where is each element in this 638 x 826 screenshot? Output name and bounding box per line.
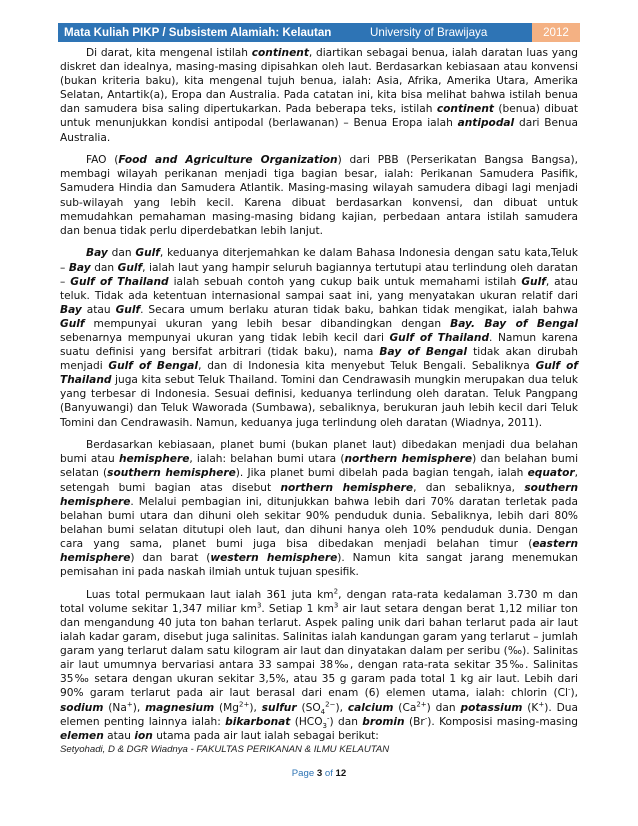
emphasis-term: Gulf xyxy=(117,261,143,274)
text-run: , dan sebaliknya, xyxy=(413,481,525,494)
text-run: Luas total permukaan laut ialah 361 juta km xyxy=(86,588,334,601)
year-badge: 2012 xyxy=(532,23,580,42)
superscript: 2 xyxy=(333,587,339,596)
text-run: , keduanya diterjemahkan ke dalam Bahasa Indonesia dengan satu kata,Teluk – xyxy=(60,247,578,274)
text-run: , atau teluk. Tidak ada ketentuan internasional sampai saat ini, yang menyatakan ukuran relatif dari xyxy=(60,275,578,302)
page-current: 3 xyxy=(316,768,323,779)
emphasis-term: bikarbonat xyxy=(225,715,291,728)
paragraph-fao xyxy=(60,153,578,238)
emphasis-term: continent xyxy=(436,103,494,116)
text-run: (Mg xyxy=(214,701,239,714)
emphasis-term: Bay of Bengal xyxy=(379,346,468,359)
text-run: atau xyxy=(103,729,135,742)
text-run: . Secara umum berlaku aturan tidak baku, bahkan tidak mengikat, ialah bahwa xyxy=(140,303,578,316)
text-run: Di darat, kita mengenal istilah xyxy=(86,47,252,59)
emphasis-term: sodium xyxy=(60,701,104,714)
text-run: ) dan xyxy=(426,701,461,714)
superscript: 3 xyxy=(333,601,339,610)
superscript: 2− xyxy=(325,699,336,708)
emphasis-term: Gulf xyxy=(135,247,160,260)
emphasis-term: equator xyxy=(527,467,575,480)
text-run: (Ca xyxy=(393,701,417,714)
text-run: ialah sebuah contoh yang cukup baik untuk memahami istilah xyxy=(168,275,522,288)
text-run: ). Namun kita sangat jarang menemukan pemisahan ini pada naskah ilmiah untuk tujuan spesifik. xyxy=(60,551,578,579)
emphasis-term: Food and Agriculture Organization xyxy=(118,154,338,167)
text-run: Berdasarkan kebiasaan, planet bumi (bukan planet laut) dibedakan menjadi dua belahan bumi atau xyxy=(60,439,578,466)
text-run: , ialah laut yang hampir seluruh bagiannya tertutupi atau terlindung oleh daratan – xyxy=(60,261,578,288)
page-prefix: Page xyxy=(291,768,317,779)
page-of: of xyxy=(322,768,336,779)
text-run: (Na xyxy=(103,701,127,714)
body-text xyxy=(60,46,578,751)
superscript: 2+ xyxy=(416,699,427,708)
page-number xyxy=(0,768,638,779)
text-run: ) dan barat ( xyxy=(130,551,211,564)
text-run: ) dan belahan bumi selatan ( xyxy=(60,453,579,480)
text-run: (benua) dibuat untuk menunjukkan kondisi antipodal (berlawanan) – Benua Eropa ialah xyxy=(60,103,578,130)
emphasis-term: Bay xyxy=(60,303,82,316)
emphasis-term: ion xyxy=(134,729,153,742)
emphasis-term: western hemisphere xyxy=(210,551,338,564)
text-run: ), xyxy=(132,701,146,714)
superscript: + xyxy=(126,699,133,708)
text-run: mempunyai ukuran yang lebih besar dibandingkan dengan xyxy=(84,317,451,330)
subscript: 4 xyxy=(320,707,326,716)
text-run: utama pada air laut ialah sebagai berikut: xyxy=(152,729,379,742)
emphasis-term: hemisphere xyxy=(118,453,190,466)
text-run: , dengan rata-rata kedalaman 3.730 m dan total volume sekitar 1,347 miliar km xyxy=(60,588,579,615)
text-run: FAO ( xyxy=(86,154,119,167)
footer-authors: Setyohadi, D & DGR Wiadnya - FAKULTAS PERIKANAN & ILMU KELAUTAN xyxy=(60,744,390,755)
text-run: dari Benua Australia. xyxy=(60,117,578,144)
paragraph-hemisphere xyxy=(60,438,578,579)
superscript: - xyxy=(567,685,571,694)
subscript: 3 xyxy=(322,721,328,730)
emphasis-term: eastern hemisphere xyxy=(60,537,578,564)
text-run: (HCO xyxy=(290,715,323,728)
emphasis-term: magnesium xyxy=(145,701,215,714)
paragraph-continent xyxy=(60,46,578,145)
text-run: tidak akan dirubah menjadi xyxy=(60,346,578,373)
emphasis-term: Gulf of Thailand xyxy=(70,275,169,288)
emphasis-term: antipodal xyxy=(457,117,515,130)
text-run: dan xyxy=(107,247,136,260)
emphasis-term: Gulf xyxy=(60,317,85,330)
page-total: 12 xyxy=(335,768,347,779)
text-run: ). Dua elemen penting lainnya ialah: xyxy=(60,701,578,728)
emphasis-term: potassium xyxy=(460,701,523,714)
text-run: , diartikan sebagai benua, ialah daratan luas yang diskret dan idealnya, masing-masing dipisahkan oleh laut. Berdasarkan kebiasaan atau konvensi (bukan kriteria baku), kita mengenal tujuh benua, ialah: Asia, Afrika, Amerika Utara, Amerika Selatan, Antartik(a), Eropa dan Australia. Pada catatan ini, kita bisa melihat bahwa istilah benua dan samudera bisa saling dipertukarkan. Pada beberapa teks, istilah xyxy=(60,47,578,116)
emphasis-term: continent xyxy=(251,47,309,59)
text-run: ), xyxy=(249,701,262,714)
superscript: 2+ xyxy=(239,699,250,708)
text-run: (K xyxy=(522,701,539,714)
superscript: - xyxy=(327,714,330,723)
emphasis-term: sulfur xyxy=(261,701,297,714)
emphasis-term: Bay. Bay of Bengal xyxy=(450,317,578,330)
text-run: , setengah bumi bagian atas disebut xyxy=(60,467,578,494)
text-run: (Br xyxy=(404,715,425,728)
emphasis-term: northern hemisphere xyxy=(280,481,414,494)
text-run: air laut setara dengan berat 1,12 miliar ton dan mengandung 40 juta ton bahan terlarut. Aspek paling unik dari bahan terlarut pada air laut ialah kadar garam, disebut juga salinitas. Salinitas ialah kandungan garam yang terlarut – jumlah garam yang terlarut dalam satu kilogram air laut dan dinyatakan dalam per seribu (‰). Salinitas air laut umumnya bervariasi antara 33 sampai 38‰, dengan rata-rata sekitar 35‰. Salinitas 35‰ setara dengan ukuran sekitar 3,5%, atau 35 g garam pada total 1 kg air laut. Lebih dari 90% garam terlarut pada air laut berasal dari enam (6) elemen utama, ialah: chlorin (Cl xyxy=(60,602,578,700)
text-run: juga kita sebut Teluk Thailand. Tomini dan Cendrawasih mungkin merupakan dua teluk yang terbesar di Indonesia. Sesuai definisi, keduanya terlindung oleh daratan. Teluk Pangpang (Banyuwangi) dan Teluk Waworada (Sumbawa), sebaliknya, berukuran jauh lebih kecil dari Teluk Tomini dan Cendrawasih. Namun, keduanya juga terlindung oleh daratan (Wiadnya, 2011). xyxy=(60,374,578,429)
emphasis-term: northern hemisphere xyxy=(344,453,473,466)
text-run: . Setiap 1 km xyxy=(261,602,334,615)
emphasis-term: Gulf of Thailand xyxy=(389,331,490,344)
emphasis-term: elemen xyxy=(60,729,104,742)
text-run: (SO xyxy=(296,701,321,714)
text-run: dan xyxy=(90,261,118,274)
text-run: ). Komposisi masing-masing xyxy=(427,715,579,728)
paragraph-salinity xyxy=(60,588,578,743)
emphasis-term: Bay xyxy=(68,261,91,274)
emphasis-term: southern hemisphere xyxy=(60,481,578,508)
text-run: ). Jika planet bumi dibelah pada bagian tengah, ialah xyxy=(235,467,528,480)
university-name: University of Brawijaya xyxy=(370,26,488,39)
superscript: + xyxy=(538,699,545,708)
text-run: ), xyxy=(335,701,348,714)
course-title: Mata Kuliah PIKP / Subsistem Alamiah: Kelautan xyxy=(64,26,332,39)
text-run: . Namun karena suatu definisi yang bersifat arbitrari (tidak baku), nama xyxy=(60,331,578,359)
emphasis-term: Gulf xyxy=(115,303,141,316)
text-run: atau xyxy=(81,303,116,316)
text-run: , ialah: belahan bumi utara ( xyxy=(189,453,345,466)
page-header xyxy=(58,23,580,42)
paragraph-bay-gulf xyxy=(60,246,578,429)
superscript: 3 xyxy=(256,601,262,610)
text-run: ) dari PBB (Perserikatan Bangsa Bangsa), membagi wilayah perikanan menjadi tiga bagian besar, ialah: Perikanan Samudera Pasifik, Samudera Hindia dan Samudera Atlantik. Masing-masing wilayah samudera dibagi lagi menjadi sub-wilayah yang lebih kecil. Karena dibuat berdasarkan konvensi, dan dibuat untuk memudahkan pemahaman masing-masing bidang kajian, perbedaan antara istilah samudera dan benua tidak perlu diperdebatkan lebih lanjut. xyxy=(60,154,578,237)
emphasis-term: Bay xyxy=(86,247,108,260)
text-run: ), xyxy=(570,687,578,700)
text-run: . Melalui pembagian ini, ditunjukkan bahwa lebih dari 70% daratan terletak pada belahan bumi utara dan dihuni oleh sekitar 90% penduduk dunia. Sebaliknya, lebih dari 80% belahan bumi selatan ditutupi oleh laut, dan dihuni hanya oleh 10% penduduk dunia. Dengan cara yang sama, planet bumi juga bisa dibedakan menjadi belahan timur ( xyxy=(60,495,578,550)
superscript: - xyxy=(424,714,428,723)
emphasis-term: bromin xyxy=(362,715,405,728)
text-run: ) dan xyxy=(329,715,363,728)
text-run: sebenarnya mempunyai ukuran yang tidak lebih kecil dari xyxy=(60,331,390,344)
emphasis-term: Gulf xyxy=(521,275,546,288)
emphasis-term: Gulf of Bengal xyxy=(108,360,199,373)
emphasis-term: southern hemisphere xyxy=(107,467,236,480)
text-run: , dan di Indonesia kita menyebut Teluk Bengali. Sebaliknya xyxy=(198,360,536,373)
emphasis-term: calcium xyxy=(347,701,394,714)
emphasis-term: Gulf of Thailand xyxy=(60,360,578,387)
